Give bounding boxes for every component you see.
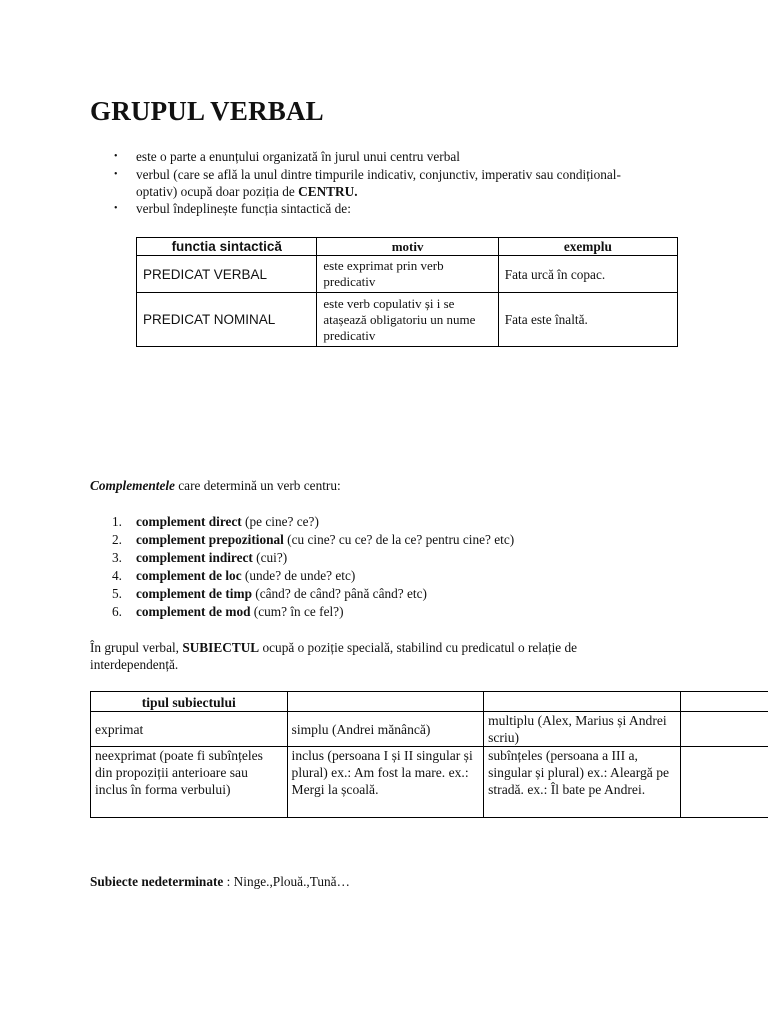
table-row [91,712,768,747]
table-cell: multiplu (Alex, Marius și Andrei scriu) [484,712,681,747]
list-text: (cui?) [252,550,288,565]
table-header-row [91,692,768,712]
list-term: complement de timp [136,586,252,601]
paragraph-text: În grupul verbal, [90,640,183,655]
list-item [90,603,514,621]
column-header: exemplu [498,238,677,256]
table-cell [680,692,768,712]
list-text: (când? de când? până când? etc) [251,586,427,601]
subiect-paragraph [90,639,660,673]
table-cell [680,747,768,818]
table-row [137,256,678,293]
table-row [137,293,678,347]
table-cell: exprimat [91,712,288,747]
list-term: complement indirect [136,550,253,565]
bullet-item [90,148,650,165]
table-cell: PREDICAT VERBAL [137,256,317,293]
list-number: 3. [112,550,122,565]
nedeterminate-text: : Ninge.,Plouă.,Tună… [223,874,350,889]
list-item [90,531,514,549]
complemente-intro [90,478,341,494]
bullet-item [90,200,650,217]
bullet-icon: • [114,169,118,180]
list-number: 4. [112,568,122,583]
column-header: functia sintactică [137,238,317,256]
column-header: motiv [317,238,498,256]
list-number: 1. [112,514,122,529]
list-term: complement prepozitional [136,532,284,547]
paragraph-text: ocupă o poziție specială, stabilind cu predicatul o relație de interdependență. [90,640,578,672]
table-header-row [137,238,678,256]
list-number: 2. [112,532,122,547]
table-cell [287,692,484,712]
bullet-text: este o parte a enunțului organizată în jurul unui centru verbal [136,149,460,164]
table-cell [680,712,768,747]
bullet-item [90,166,650,200]
list-text: (pe cine? ce?) [241,514,319,529]
intro-bullet-list [90,148,650,217]
table-cell: subînțeles (persoana a III a, singular și plural) ex.: Aleargă pe stradă. ex.: Îl bate pe Andrei. [484,747,681,818]
bullet-text: verbul îndeplinește funcția sintactică de: [136,201,351,216]
list-item [90,585,514,603]
table-cell: inclus (persoana I și II singular și plural) ex.: Am fost la mare. ex.: Mergi la școală. [287,747,484,818]
page-title: GRUPUL VERBAL [90,96,324,126]
bullet-bold-text: CENTRU. [298,184,358,199]
list-number: 6. [112,604,122,619]
table-cell: neexprimat (poate fi subînțeles din propoziții anterioare sau inclus în forma verbului) [91,747,288,818]
paragraph-bold-text: SUBIECTUL [182,640,260,655]
table-cell: PREDICAT NOMINAL [137,293,317,347]
list-item [90,567,514,585]
list-item [90,549,514,567]
list-term: complement de loc [136,568,242,583]
table-cell: este exprimat prin verb predicativ [317,256,498,293]
complemente-intro-text: care determină un verb centru: [174,478,341,493]
bullet-icon: • [114,151,118,162]
predicate-table [136,237,678,347]
bullet-icon: • [114,203,118,214]
list-term: complement de mod [136,604,251,619]
subject-type-table [90,691,768,818]
table-cell: este verb copulativ și i se atașează obligatoriu un nume predicativ [317,293,498,347]
list-text: (cum? în ce fel?) [250,604,344,619]
list-term: complement direct [136,514,242,529]
column-header: tipul subiectului [91,692,288,712]
list-text: (unde? de unde? etc) [241,568,356,583]
table-cell [484,692,681,712]
table-cell: Fata este înaltă. [498,293,677,347]
complemente-list [90,513,514,621]
nedeterminate-term: Subiecte nedeterminate [90,874,224,889]
complemente-term: Complementele [90,478,175,493]
list-number: 5. [112,586,122,601]
list-item [90,513,514,531]
table-cell: Fata urcă în copac. [498,256,677,293]
nedeterminate-line [90,874,350,890]
table-cell: simplu (Andrei mănâncă) [287,712,484,747]
table-row [91,747,768,818]
list-text: (cu cine? cu ce? de la ce? pentru cine? etc) [283,532,515,547]
bullet-text: verbul (care se află la unul dintre timpurile indicativ, conjunctiv, imperativ sau condițional-optativ) ocupă doar poziția de [136,167,621,199]
